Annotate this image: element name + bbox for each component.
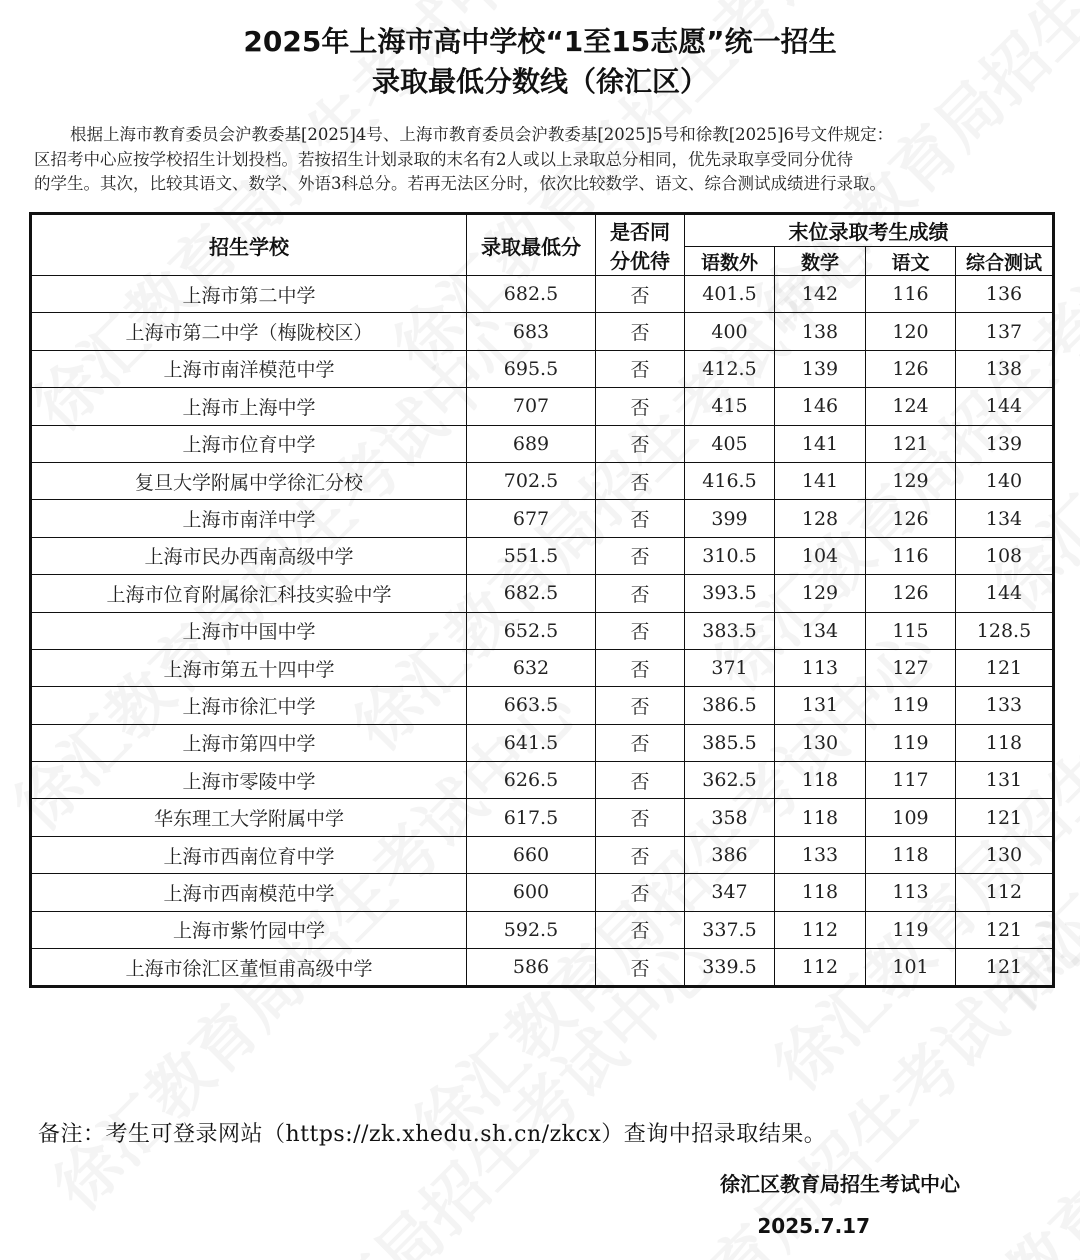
cell-chinese: 119 [866,687,956,724]
cell-chn-math-eng: 399 [685,500,775,537]
table-row [31,687,1054,724]
cell-priority: 否 [596,575,685,612]
cell-chinese: 113 [866,874,956,911]
cell-chn-math-eng: 371 [685,649,775,686]
cell-priority: 否 [596,874,685,911]
cell-min-score: 617.5 [467,799,596,836]
cell-min-score: 682.5 [467,575,596,612]
cell-comprehensive: 130 [956,836,1054,873]
cell-chn-math-eng: 339.5 [685,949,775,987]
cell-min-score: 695.5 [467,350,596,387]
cell-math: 134 [775,612,866,649]
intro-paragraph-line-1: 根据上海市教育委员会沪教委基[2025]4号、上海市教育委员会沪教委基[2025]5号和徐教[2025]6号文件规定： [70,125,894,144]
header-chinese: 语文 [866,247,956,276]
cell-chn-math-eng: 415 [685,388,775,425]
cell-chn-math-eng: 393.5 [685,575,775,612]
cell-school: 上海市徐汇中学 [31,687,467,724]
header-school: 招生学校 [31,214,467,276]
cell-priority: 否 [596,276,685,313]
cell-school: 上海市紫竹园中学 [31,911,467,948]
cell-math: 104 [775,537,866,574]
cell-chn-math-eng: 400 [685,313,775,350]
table-row [31,500,1054,537]
page-subtitle: 录取最低分数线（徐汇区） [371,65,708,98]
table-row [31,874,1054,911]
table-row [31,425,1054,462]
cell-priority: 否 [596,313,685,350]
cell-comprehensive: 121 [956,949,1054,987]
header-chn-math-eng: 语数外 [685,247,775,276]
cell-chinese: 119 [866,911,956,948]
cell-school: 上海市第二中学 [31,276,467,313]
header-last-admitted-scores: 末位录取考生成绩 [685,214,1054,247]
table-row [31,313,1054,350]
cell-chn-math-eng: 385.5 [685,724,775,761]
cell-priority: 否 [596,799,685,836]
cell-math: 129 [775,575,866,612]
cell-priority: 否 [596,687,685,724]
cell-min-score: 626.5 [467,762,596,799]
cell-math: 131 [775,687,866,724]
cell-comprehensive: 134 [956,500,1054,537]
cell-comprehensive: 121 [956,649,1054,686]
table-row [31,762,1054,799]
cell-min-score: 641.5 [467,724,596,761]
cell-math: 141 [775,462,866,499]
cell-comprehensive: 131 [956,762,1054,799]
cell-priority: 否 [596,612,685,649]
cell-math: 112 [775,949,866,987]
cell-chinese: 127 [866,649,956,686]
score-table [29,212,1055,988]
cell-comprehensive: 140 [956,462,1054,499]
cell-chinese: 116 [866,537,956,574]
cell-chinese: 126 [866,575,956,612]
cell-comprehensive: 128.5 [956,612,1054,649]
cell-chinese: 119 [866,724,956,761]
cell-priority: 否 [596,462,685,499]
cell-math: 130 [775,724,866,761]
cell-math: 118 [775,799,866,836]
cell-chn-math-eng: 386.5 [685,687,775,724]
cell-school: 上海市南洋中学 [31,500,467,537]
cell-math: 141 [775,425,866,462]
cell-min-score: 652.5 [467,612,596,649]
issue-date: 2025.7.17 [757,1214,870,1238]
cell-min-score: 707 [467,388,596,425]
intro-paragraph-line-2: 区招考中心应按学校招生计划投档。若按招生计划录取的末名有2人或以上录取总分相同，优先录取享受同分优待 [34,149,853,169]
cell-priority: 否 [596,350,685,387]
cell-school: 上海市零陵中学 [31,762,467,799]
cell-chinese: 129 [866,462,956,499]
cell-comprehensive: 112 [956,874,1054,911]
cell-priority: 否 [596,537,685,574]
header-priority-line-2: 分优待 [610,249,670,273]
cell-chinese: 121 [866,425,956,462]
cell-school: 上海市第四中学 [31,724,467,761]
cell-school: 上海市上海中学 [31,388,467,425]
cell-min-score: 551.5 [467,537,596,574]
cell-school: 上海市位育附属徐汇科技实验中学 [31,575,467,612]
score-table-body [31,276,1054,987]
table-row [31,949,1054,987]
cell-math: 133 [775,836,866,873]
cell-comprehensive: 138 [956,350,1054,387]
cell-chn-math-eng: 337.5 [685,911,775,948]
cell-chn-math-eng: 412.5 [685,350,775,387]
cell-chn-math-eng: 386 [685,836,775,873]
cell-comprehensive: 144 [956,575,1054,612]
cell-chinese: 120 [866,313,956,350]
header-priority [596,214,685,276]
cell-chinese: 118 [866,836,956,873]
cell-chinese: 126 [866,350,956,387]
table-row [31,612,1054,649]
cell-math: 138 [775,313,866,350]
table-row [31,911,1054,948]
header-comprehensive: 综合测试 [956,247,1054,276]
cell-comprehensive: 108 [956,537,1054,574]
cell-school: 上海市中国中学 [31,612,467,649]
cell-math: 118 [775,874,866,911]
cell-school: 上海市南洋模范中学 [31,350,467,387]
header-priority-line-1: 是否同 [610,220,670,244]
cell-chn-math-eng: 358 [685,799,775,836]
cell-chn-math-eng: 401.5 [685,276,775,313]
cell-chn-math-eng: 405 [685,425,775,462]
header-min-score: 录取最低分 [467,214,596,276]
cell-comprehensive: 121 [956,911,1054,948]
cell-chinese: 124 [866,388,956,425]
cell-min-score: 592.5 [467,911,596,948]
cell-comprehensive: 121 [956,799,1054,836]
cell-min-score: 663.5 [467,687,596,724]
cell-comprehensive: 133 [956,687,1054,724]
cell-school: 上海市位育中学 [31,425,467,462]
cell-comprehensive: 139 [956,425,1054,462]
cell-chinese: 126 [866,500,956,537]
cell-comprehensive: 144 [956,388,1054,425]
cell-math: 118 [775,762,866,799]
table-row [31,836,1054,873]
cell-min-score: 660 [467,836,596,873]
intro-paragraph-line-3: 的学生。其次，比较其语文、数学、外语3科总分。若再无法区分时，依次比较数学、语文、综合测试成绩进行录取。 [34,174,886,193]
cell-school: 上海市西南位育中学 [31,836,467,873]
cell-priority: 否 [596,836,685,873]
table-row [31,649,1054,686]
cell-chinese: 115 [866,612,956,649]
page-title: 2025年上海市高中学校“1至15志愿”统一招生 [243,25,837,58]
table-row [31,462,1054,499]
cell-min-score: 682.5 [467,276,596,313]
table-row [31,799,1054,836]
cell-chinese: 109 [866,799,956,836]
cell-chinese: 101 [866,949,956,987]
cell-priority: 否 [596,500,685,537]
cell-min-score: 586 [467,949,596,987]
table-row [31,276,1054,313]
cell-school: 上海市西南模范中学 [31,874,467,911]
cell-min-score: 702.5 [467,462,596,499]
cell-comprehensive: 118 [956,724,1054,761]
cell-priority: 否 [596,762,685,799]
cell-school: 华东理工大学附属中学 [31,799,467,836]
table-row [31,724,1054,761]
cell-min-score: 689 [467,425,596,462]
cell-chn-math-eng: 383.5 [685,612,775,649]
cell-math: 139 [775,350,866,387]
cell-comprehensive: 136 [956,276,1054,313]
table-row [31,537,1054,574]
cell-math: 128 [775,500,866,537]
cell-school: 上海市民办西南高级中学 [31,537,467,574]
cell-school: 上海市第五十四中学 [31,649,467,686]
table-row [31,575,1054,612]
cell-chinese: 116 [866,276,956,313]
cell-math: 146 [775,388,866,425]
cell-math: 142 [775,276,866,313]
table-row [31,350,1054,387]
cell-min-score: 677 [467,500,596,537]
cell-chn-math-eng: 310.5 [685,537,775,574]
cell-chinese: 117 [866,762,956,799]
footer-note: 备注：考生可登录网站（https://zk.xhedu.sh.cn/zkcx）查询中招录取结果。 [38,1122,827,1147]
issuer-signature: 徐汇区教育局招生考试中心 [720,1172,960,1196]
cell-priority: 否 [596,425,685,462]
cell-priority: 否 [596,388,685,425]
cell-min-score: 600 [467,874,596,911]
cell-chn-math-eng: 347 [685,874,775,911]
header-math: 数学 [775,247,866,276]
cell-priority: 否 [596,911,685,948]
cell-math: 113 [775,649,866,686]
cell-school: 上海市徐汇区董恒甫高级中学 [31,949,467,987]
cell-priority: 否 [596,724,685,761]
cell-min-score: 683 [467,313,596,350]
cell-math: 112 [775,911,866,948]
cell-chn-math-eng: 416.5 [685,462,775,499]
cell-school: 复旦大学附属中学徐汇分校 [31,462,467,499]
cell-comprehensive: 137 [956,313,1054,350]
cell-school: 上海市第二中学（梅陇校区） [31,313,467,350]
cell-min-score: 632 [467,649,596,686]
cell-priority: 否 [596,649,685,686]
table-row [31,388,1054,425]
cell-priority: 否 [596,949,685,987]
cell-chn-math-eng: 362.5 [685,762,775,799]
